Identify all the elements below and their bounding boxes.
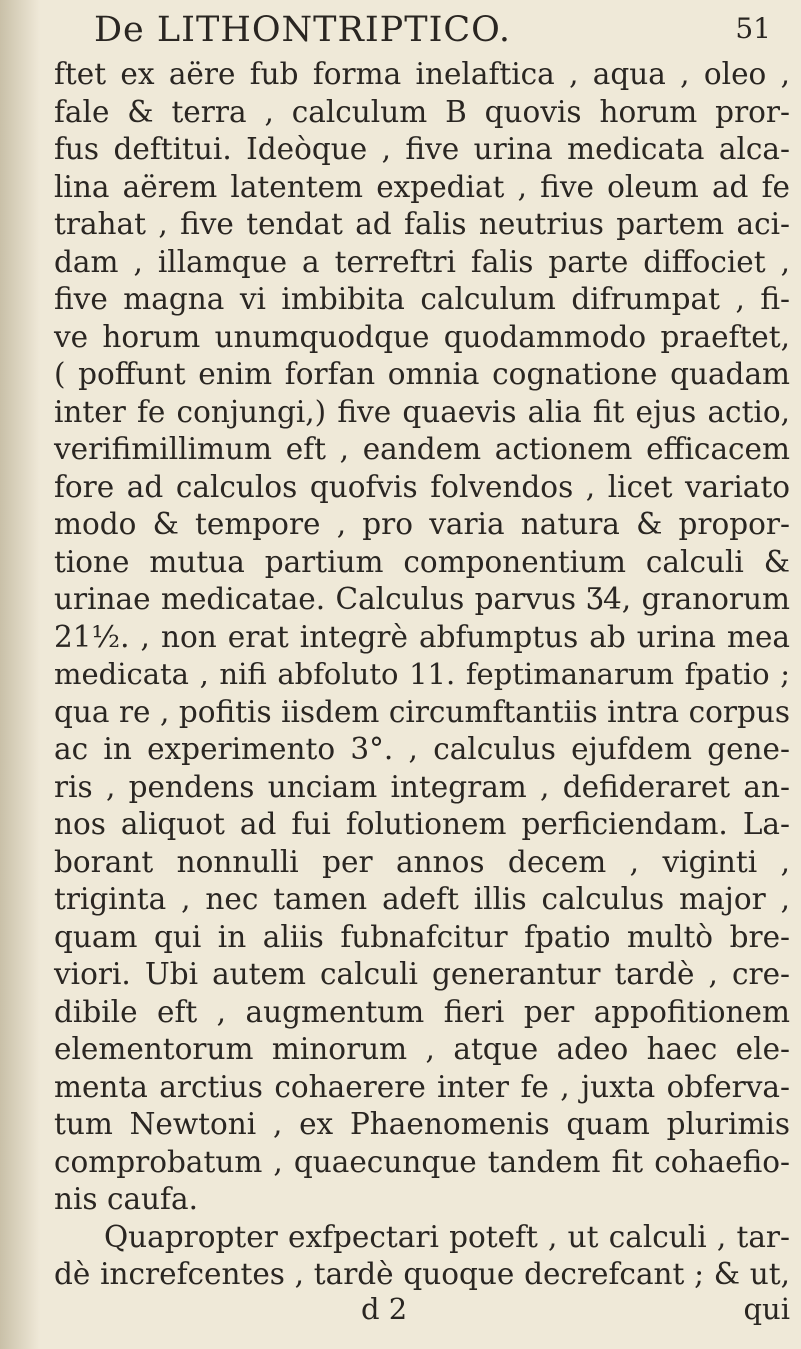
text-line: tum Newtoni , ex Phaenomenis quam plurimis	[54, 1107, 790, 1141]
page-header	[94, 10, 771, 60]
text-line: triginta , nec tamen adeft illis calculus major ,	[54, 882, 790, 916]
text-line: medicata , nifi abfoluto 11. feptimanarum fpatio ;	[54, 657, 790, 691]
text-line: dè increfcentes , tardè quoque decrefcant ; & ut,	[54, 1257, 790, 1291]
page-number: 51	[735, 12, 771, 45]
text-line: dibile eft , augmentum fieri per appofitionem	[54, 994, 790, 1029]
text-line: borant nonnulli per annos decem , viginti ,	[54, 844, 790, 879]
text-line: dam , illamque a terreftri falis parte diffociet ,	[54, 244, 790, 279]
text-line: modo & tempore , pro varia natura & propor-	[54, 507, 790, 541]
text-line: fale & terra , calculum B quovis horum pror-	[54, 94, 790, 129]
text-line: fore ad calculos quofvis folvendos , licet variato	[54, 469, 790, 504]
text-line: quam qui in aliis fubnafcitur fpatio multò bre-	[54, 919, 790, 954]
text-line: 21½. , non erat integrè abfumptus ab urina mea	[54, 619, 790, 654]
text-line: inter fe conjungi,) five quaevis alia fit ejus actio,	[54, 394, 790, 429]
text-line: nos aliquot ad fui folutionem perficiendam. La-	[54, 807, 790, 841]
catchword: qui	[743, 1291, 790, 1326]
text-line: ve horum unumquodque quodammodo praeftet,	[54, 319, 790, 354]
text-line: lina aërem latentem expediat , five oleum ad fe	[54, 169, 790, 204]
text-line: fus deftitui. Ideòque , five urina medicata alca-	[54, 132, 790, 166]
text-line: nis caufa.	[54, 1182, 198, 1216]
text-line: ac in experimento 3°. , calculus ejufdem gene-	[54, 732, 790, 766]
text-line: ris , pendens unciam integram , defideraret an-	[54, 769, 790, 804]
text-line: ftet ex aëre fub forma inelaftica , aqua , oleo ,	[54, 57, 790, 91]
page-gutter-shadow	[0, 0, 40, 1349]
text-line: qua re , pofitis iisdem circumftantiis intra corpus	[54, 694, 790, 729]
text-line: Quapropter exfpectari poteft , ut calculi , tar-	[104, 1219, 790, 1254]
text-line: five magna vi imbibita calculum difrumpat , fi-	[54, 282, 790, 316]
text-line: trahat , five tendat ad falis neutrius partem aci-	[54, 207, 790, 241]
text-line: verifimillimum eft , eandem actionem efficacem	[54, 432, 790, 466]
text-line: elementorum minorum , atque adeo haec ele-	[54, 1032, 790, 1066]
body-text	[54, 56, 790, 1324]
text-line: urinae medicatae. Calculus parvus Ʒ4, granorum	[54, 582, 790, 616]
text-line: tione mutua partium componentium calculi &	[54, 544, 790, 579]
text-line: menta arctius cohaerere inter fe , juxta obferva-	[54, 1069, 790, 1104]
text-line: viori. Ubi autem calculi generantur tardè , cre-	[54, 957, 790, 991]
text-line: ( poffunt enim forfan omnia cognatione quadam	[54, 357, 790, 391]
text-line: comprobatum , quaecunque tandem fit cohaefio-	[54, 1144, 790, 1179]
page-footer	[54, 1291, 790, 1326]
running-title: De LITHONTRIPTICO.	[94, 10, 511, 50]
signature-mark: d 2	[361, 1291, 408, 1326]
